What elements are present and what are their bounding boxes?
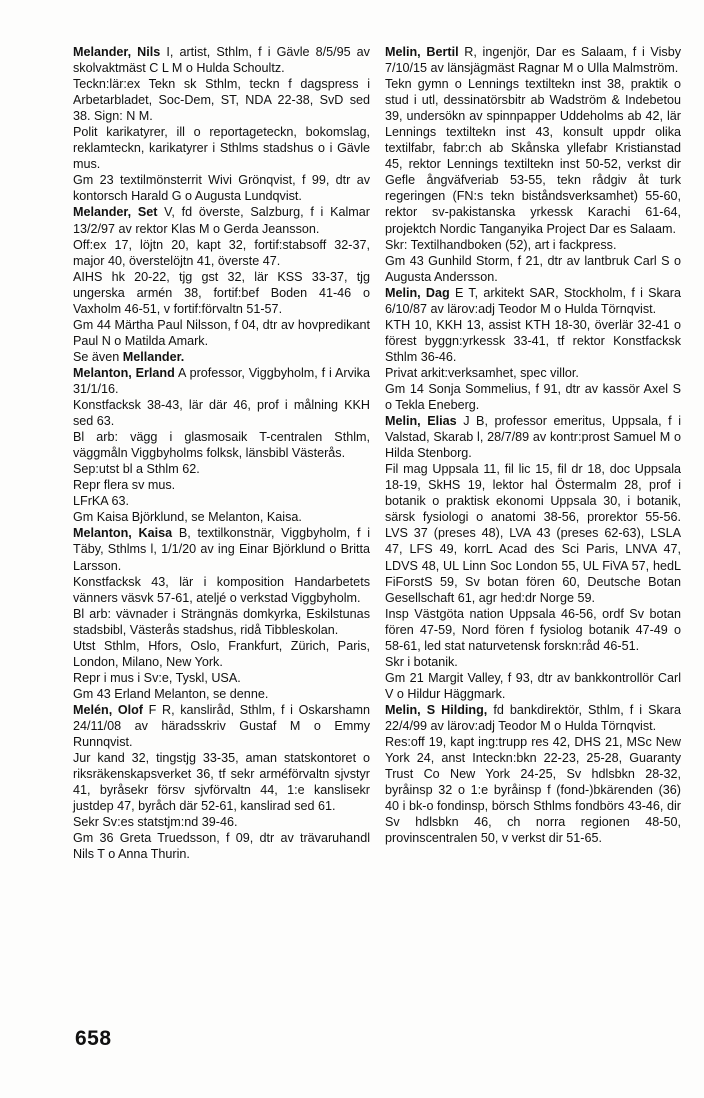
entry-paragraph xyxy=(73,638,370,670)
entry-text: fd bankdirektör, Sthlm, f i Skara 22/4/99 av lärov:adj Teodor M o Hulda Törnqvist. xyxy=(385,702,681,733)
entry-paragraph xyxy=(385,381,681,413)
entry-paragraph xyxy=(73,509,370,525)
entry-text: AIHS hk 20-22, tjg gst 32, lär KSS 33-37, tjg ungerska armén 38, fortif:bef Boden 41-46 o Vaxholm 46-51, v fortif:förvaltn 51-57. xyxy=(73,269,370,316)
entry-paragraph xyxy=(385,76,681,236)
entry-name: Melin, Bertil xyxy=(385,45,459,59)
entry-heading-paragraph xyxy=(73,204,370,236)
entry-text: I, artist, Sthlm, f i Gävle 8/5/95 av skolvaktmäst C L M o Hulda Schoultz. xyxy=(73,45,370,76)
entry-heading-paragraph xyxy=(73,702,370,750)
entry-heading-paragraph xyxy=(73,525,370,573)
entry-text: Off:ex 17, löjtn 20, kapt 32, fortif:stabsoff 32-37, major 40, överstelöjtn 41, överste 47. xyxy=(73,237,370,268)
entry-text: Utst Sthlm, Hfors, Oslo, Frankfurt, Zürich, Paris, London, Milano, New York. xyxy=(73,638,370,669)
entry-text: Gm 43 Erland Melanton, se denne. xyxy=(73,686,269,701)
entry-text: Skr: Textilhandboken (52), art i fackpress. xyxy=(385,237,617,252)
left-column xyxy=(73,44,370,862)
entry-heading-paragraph xyxy=(385,413,681,461)
entry-text: F R, kansliråd, Sthlm, f i Oskarshamn 24/11/08 av häradsskriv Gustaf M o Emmy Runnqvist. xyxy=(73,702,370,750)
entry-text: Konstfacksk 38-43, lär där 46, prof i målning KKH sed 63. xyxy=(73,398,370,429)
entry-paragraph xyxy=(385,253,681,285)
entry-name: Melanton, Erland xyxy=(73,365,175,380)
entry-text: J B, professor emeritus, Uppsala, f i Valstad, Skarab l, 28/7/89 av kontr:prost Samuel M o Hilda Stenborg. xyxy=(385,414,682,461)
entry-text: Res:off 19, kapt ing:trupp res 42, DHS 21, MSc New York 24, anst Inteckn:bkn 22-23, 25-28, Guaranty Trust Co New York 24-25, Sv hdlsbkn 28-32, byråinsp 32 o 1:e byråinsp f (fond-)bkärenden (36) 40 i bk-o fondinsp, börsch Sthlms fondbörs 43-46, dir Sv hdlsbkn 46, ch norra regionen 48-50, provinscentralen 50, v verkst dir 51-65. xyxy=(385,735,681,846)
entry-paragraph xyxy=(73,461,370,477)
entry-text: Gm 21 Margit Valley, f 93, dtr av bankkontrollör Carl V o Hildur Häggmark. xyxy=(385,670,681,701)
entry-text: Privat arkit:verksamhet, spec villor. xyxy=(385,365,579,380)
entry-heading-paragraph xyxy=(385,702,681,734)
entry-paragraph xyxy=(73,429,370,461)
entry-text: Bl arb: vägg i glasmosaik T-centralen Sthlm, väggmåln Viggbyholms folksk, länsbibl Västerås. xyxy=(73,430,370,461)
entry-heading-paragraph xyxy=(73,44,370,76)
entry-name: Melander, Set xyxy=(73,205,158,220)
entry-paragraph xyxy=(73,317,370,349)
entry-text: Konstfacksk 43, lär i komposition Handarbetets vänners väsvk 57-61, ateljé o verkstad Viggbyholm. xyxy=(73,574,370,605)
entry-paragraph xyxy=(385,670,681,702)
entry-paragraph xyxy=(73,830,370,862)
entry-paragraph xyxy=(73,477,370,493)
entry-text: Sep:utst bl a Sthlm 62. xyxy=(73,462,200,477)
entry-text: LFrKA 63. xyxy=(73,494,130,509)
entry-text: Fil mag Uppsala 11, fil lic 15, fil dr 18, doc Uppsala 18-19, SkHS 19, lektor hal Östermalm 28, prof i botanik o praktisk ekonomi Uppsala 30, i botanik, särsk fysiologi o anatomi 38-56, prorektor 55-56. LVS 37 (preses 48), LVA 43 (preses 62-63), LSLA 47, LFS 49, korrL Acad des Sci Paris, LNVA 47, LDVS 48, UL Linn Soc London 55, UL FiVA 57, hedL FiForstS 59, Sv botan fören 60, Deutsche Botan Gesellschaft 61, agr hed:dr Norge 59. xyxy=(385,462,681,605)
entry-paragraph xyxy=(73,574,370,606)
entry-paragraph xyxy=(73,750,370,814)
entry-text: B, textilkonstnär, Viggbyholm, f i Täby, Sthlms l, 1/1/20 av ing Einar Björklund o Britta Larsson. xyxy=(73,526,370,573)
entry-name: Melin, S Hilding, xyxy=(385,702,488,717)
entry-text: R, ingenjör, Dar es Salaam, f i Visby 7/10/15 av länsjägmäst Ragnar M o Ulla Malmström. xyxy=(385,45,682,76)
entry-heading-paragraph xyxy=(385,44,681,76)
entry-text: Repr i mus i Sv:e, Tyskl, USA. xyxy=(73,670,241,685)
entry-paragraph xyxy=(385,317,681,365)
entry-name: Melin, Elias xyxy=(385,414,457,429)
entry-text: Gm 23 textilmönsterrit Wivi Grönqvist, f 99, dtr av kontorsch Harald G o Augusta Lundqvist. xyxy=(73,173,370,204)
entry-paragraph xyxy=(73,814,370,830)
entry-paragraph xyxy=(385,654,681,670)
entry-cross-reference: Mellander. xyxy=(122,349,185,364)
entry-name: Melanton, Kaisa xyxy=(73,526,173,541)
entry-paragraph xyxy=(385,606,681,654)
entry-text: E T, arkitekt SAR, Stockholm, f i Skara 6/10/87 av lärov:adj Teodor M o Hulda Törnqvist. xyxy=(385,285,681,316)
entry-text: Gm 14 Sonja Sommelius, f 91, dtr av kassör Axel S o Tekla Eneberg. xyxy=(385,381,681,413)
entry-paragraph xyxy=(73,686,370,702)
entry-name: Melén, Olof xyxy=(73,702,144,717)
entry-text: Gm 36 Greta Truedsson, f 09, dtr av trävaruhandl Nils T o Anna Thurin. xyxy=(73,831,370,862)
entry-text: A professor, Viggbyholm, f i Arvika 31/1/16. xyxy=(73,365,370,396)
entry-paragraph xyxy=(73,172,370,204)
entry-name: Melin, Dag xyxy=(385,285,450,300)
entry-paragraph xyxy=(73,493,370,509)
entry-paragraph xyxy=(385,734,681,846)
entry-text: V, fd överste, Salzburg, f i Kalmar 13/2/97 av rektor Klas M o Gerda Jeansson. xyxy=(73,205,370,236)
entry-text: Gm 43 Gunhild Storm, f 21, dtr av lantbruk Carl S o Augusta Andersson. xyxy=(385,253,681,284)
entry-text: Gm 44 Märtha Paul Nilsson, f 04, dtr av hovpredikant Paul N o Matilda Amark. xyxy=(73,317,370,348)
entry-paragraph xyxy=(73,269,370,317)
entry-paragraph xyxy=(73,606,370,638)
entry-text: Skr i botanik. xyxy=(385,654,458,669)
entry-paragraph xyxy=(385,237,681,253)
entry-heading-paragraph xyxy=(73,365,370,397)
page-number: 658 xyxy=(75,1027,112,1050)
entry-text: Jur kand 32, tingstjg 33-35, aman statskontoret o riksräkenskapsverket 36, tf sekr arméförvaltn sjvstyr 41, byråsekr försv sjvförvaltn 44, 1:e kanslisekr justdep 47, byråch där 52-61, kanslirad sed 61. xyxy=(73,751,370,814)
entry-paragraph xyxy=(73,397,370,429)
entry-paragraph xyxy=(385,365,681,381)
entry-name: Melander, Nils xyxy=(73,45,161,59)
entry-heading-paragraph xyxy=(385,285,681,317)
right-column xyxy=(385,44,681,846)
entry-text: Bl arb: vävnader i Strängnäs domkyrka, Eskilstunas stadsbibl, Västerås stadshus, ridå Tibbleskolan. xyxy=(73,606,370,637)
entry-paragraph xyxy=(73,76,370,124)
entry-text: KTH 10, KKH 13, assist KTH 18-30, överlär 32-41 o förest byggn:yrkessk 33-41, tf rektor Konstfacksk Sthlm 36-46. xyxy=(385,317,681,364)
entry-paragraph xyxy=(73,670,370,686)
entry-text: Teckn:lär:ex Tekn sk Sthlm, teckn f dagspress i Arbetarbladet, Soc-Dem, ST, NDA 22-38, SvD sed 38. Sign: N M. xyxy=(73,77,370,124)
entry-paragraph xyxy=(73,237,370,269)
entry-text: Se även xyxy=(73,349,123,364)
entry-paragraph xyxy=(73,349,370,365)
entry-text: Polit karikatyrer, ill o reportageteckn, bokomslag, reklamteckn, karikatyrer i Sthlms stadshus o i Gävle mus. xyxy=(73,125,370,172)
entry-paragraph xyxy=(73,124,370,172)
entry-text: Sekr Sv:es statstjm:nd 39-46. xyxy=(73,815,238,830)
entry-text: Tekn gymn o Lennings textiltekn inst 38, praktik o stud i utl, dessinatörsbitr ab Wadström & Indebetou 39, undersökn av spinnpapper Uddeholms ab 42, lär Lennings textiltekn inst 43, konsult uppdr olika textilfabr, fabr:ch ab Skånska yllefabr Kristianstad 45, rektor Lennings textiltekn inst 50-52, verkst dir Gefle ångväfveriab 53-55, tekn rådgiv åt turk regeringen (FN:s tekn biståndsverksamhet) 55-60, rektor sv-pakistanska yrkessk Karachi 61-64, projektch Nordic Tanganyika Project Dar es Salaam. xyxy=(385,77,681,236)
entry-paragraph xyxy=(385,461,681,605)
entry-text: Gm Kaisa Björklund, se Melanton, Kaisa. xyxy=(73,510,302,525)
entry-text: Repr flera sv mus. xyxy=(73,478,176,493)
entry-text: Insp Västgöta nation Uppsala 46-56, ordf Sv botan fören 47-59, Nord fören f fysiolog botanik 47-49 o 58-61, led stat naturvetensk forskn:råd 46-51. xyxy=(385,606,681,653)
